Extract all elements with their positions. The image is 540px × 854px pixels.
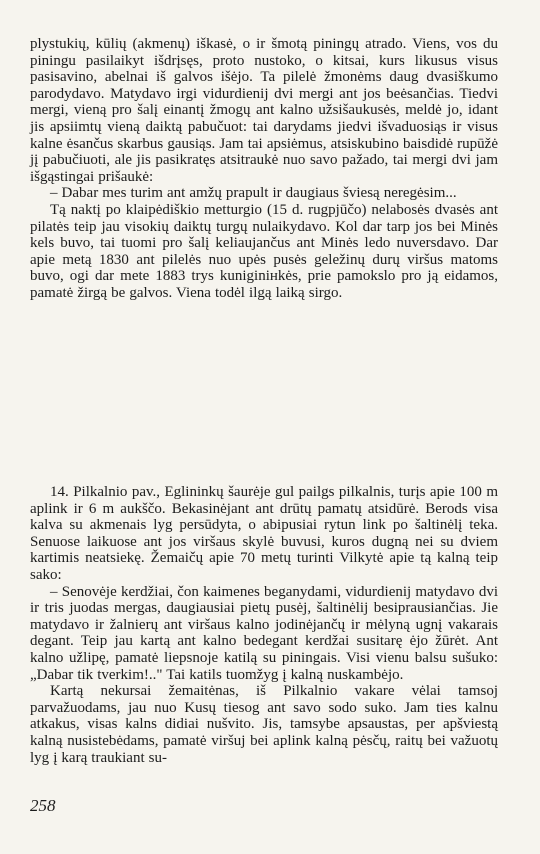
page-number: 258 <box>30 796 56 815</box>
paragraph: Tą naktį po klaipėdiškio metturgio (15 d. rugpjūčo) nelabosės dvasės ant pilatės teip jau visokių daiktų turgų nulaikydavo. Kol dar tarp jos bei Minės kels buvo, tai tuomi pro šalį keliaujančus ant Minės ledo nuversdavo. Dar apie metą 1830 ant pilelės nuo upės pusės geležinų durų viršus matoms buvo, ogi dar mete 1883 trys kuniginінkės, prie pamokslo pro ją eidamos, pamatė žirgą be galvos. Viena todėl ilgą laiką sirgo. <box>30 201 498 301</box>
paragraph: Kartą nekursai žemaitėnas, iš Pilkalnio vakare vėlai tamsoj parvažuodams, jau nuo Kusų tiesog ant savo sodo suko. Jam ties kalnu atkakus, visas kalns didiai nušvito. Jis, tamsybe apsaustas, per apšviestą kalną nusistebėdams, pamatė viršuj bei aplink kalną pėsčų, raitų bei važuotų lyg į karą traukiant su- <box>30 683 498 766</box>
paragraph: – Dabar mes turim ant amžų prapult ir daugiaus šviesą neregėsim... <box>50 185 457 202</box>
paragraph: 14. Pilkalnio pav., Eglininkų šaurėje gul pailgs pilkalnis, turįs apie 100 m aplink ir 6 m aukščo. Bekasinėjant ant drūtų pamatų atsidūrė. Berods visa kalva su akmenais lyg persūdyta, o abipusiai rytun link po šaltinėlį teka. Senuose laikuose ant jos viršaus skylė buvusi, kuros dugną nei su dviem kartimis neatsiekę. Žemaičų apie 70 metų turinti Vilkytė apie tą kalną teip sako: <box>30 484 498 583</box>
section-legend-continued <box>30 36 498 302</box>
paragraph: – Senovėje kerdžiai, čon kaimenes beganydami, vidurdienij matydavo dvi ir tris juodas mergas, daugiausiai pietų pusėj, šaltinėlij besiprausiančias. Jie matydavo ir žalnierų ant viršaus kalno jodinėjančų ir mėlyną ugnį vakarais degant. Teip jau kartą ant kalno bedegant kerdžai susitarę ėjo žūrėt. Ant kalno užlipę, pamatė liepsnoje katilą su piningais. Visi vienu balsu sušuko: „Dabar tik tverkim!.." Tai katils tuomžyg į kalną nuskambėjo. <box>30 583 498 683</box>
paragraph: plystukių, kūlių (akmenų) iškasė, o ir šmotą piningų atrado. Viens, vos du piningu pasilaikyt išdrįsęs, proto nustoko, o kitsai, kurs likusus visus pasisavino, abelnai iš galvos išėjo. Ta pilelė žmonėms daug dvasiškumo parodydavo. Matydavo irgi vidurdienij dvi mergi ant jos beėsančias. Tiedvi mergi, vieną pro šalį einantį žmogų ant kalno užsišaukusės, meldė jo, idant jis apsiimtų vieną daiktą pabučuot: tai darydams jiedvi išvaduosiąs ir visus kalne ėsančus skarbus gausiąs. Jam tai apsiėmus, atsiskubino baisdidė rupūžė jį pabučiuoti, ale jis pasikratęs atsitraukė nuo savo pažado, tai mergi dvi jam išgąstingai prišaukė: <box>30 36 498 185</box>
section-pilkalnis <box>30 484 498 766</box>
